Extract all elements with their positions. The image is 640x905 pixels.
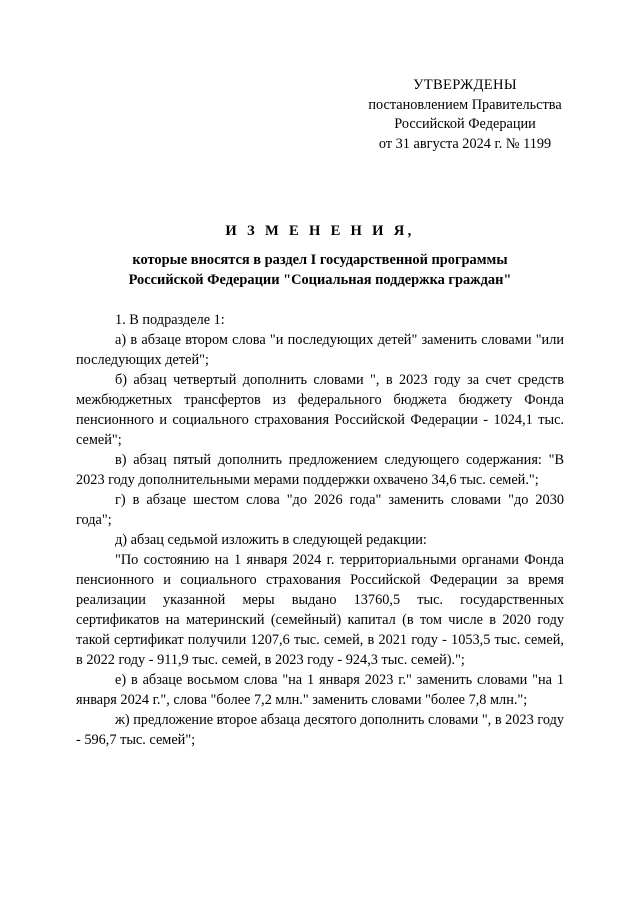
paragraph-item: 1. В подразделе 1: [115, 312, 225, 328]
paragraph-item: д) абзац седьмой изложить в следующей редакции: [115, 532, 427, 548]
approval-stamp [340, 76, 590, 154]
document-subtitle [60, 251, 580, 290]
paragraph-item: ж) предложение второе абзаца десятого дополнить словами ", в 2023 году - 596,7 тыс. семей"; [76, 712, 564, 748]
document-body [76, 310, 564, 750]
approval-line: постановлением Правительства [368, 96, 562, 113]
subtitle-line: Российской Федерации "Социальная поддержка граждан" [128, 271, 512, 288]
document-heading: И З М Е Н Е Н И Я, [225, 223, 415, 239]
paragraph-item: г) в абзаце шестом слова "до 2026 года" заменить словами "до 2030 года"; [76, 492, 564, 528]
paragraph-item: е) в абзаце восьмом слова "на 1 января 2023 г." заменить словами "на 1 января 2024 г.", слова "более 7,2 млн." заменить словами "более 7,8 млн."; [76, 672, 564, 708]
paragraph-item: б) абзац четвертый дополнить словами ", в 2023 году за счет средств межбюджетных трансфертов из федерального бюджета бюджету Фонда пенсионного и социального страхования Российской Федерации - 1024,1 тыс. семей"; [76, 372, 564, 448]
paragraph-item: а) в абзаце втором слова "и последующих детей" заменить словами "или последующих детей"; [76, 332, 564, 368]
paragraph-item: "По состоянию на 1 января 2024 г. территориальными органами Фонда пенсионного и социального страхования Российской Федерации за время реализации указанной меры выдано 13760,5 тыс. государственных сертификатов на материнский (семейный) капитал (в том числе в 2020 году такой сертификат получили 1207,6 тыс. семей, в 2021 году - 1053,5 тыс. семей, в 2022 году - 911,9 тыс. семей, в 2023 году - 924,3 тыс. семей)."; [76, 552, 564, 668]
approval-line: Российской Федерации [394, 116, 536, 132]
subtitle-line: которые вносятся в раздел I государственной программы [132, 252, 508, 268]
approval-title: УТВЕРЖДЕНЫ [413, 77, 517, 93]
paragraph-item: в) абзац пятый дополнить предложением следующего содержания: "В 2023 году дополнительными мерами поддержки охвачено 34,6 тыс. семей."; [76, 452, 564, 488]
approval-line: от 31 августа 2024 г. № 1199 [378, 135, 552, 152]
